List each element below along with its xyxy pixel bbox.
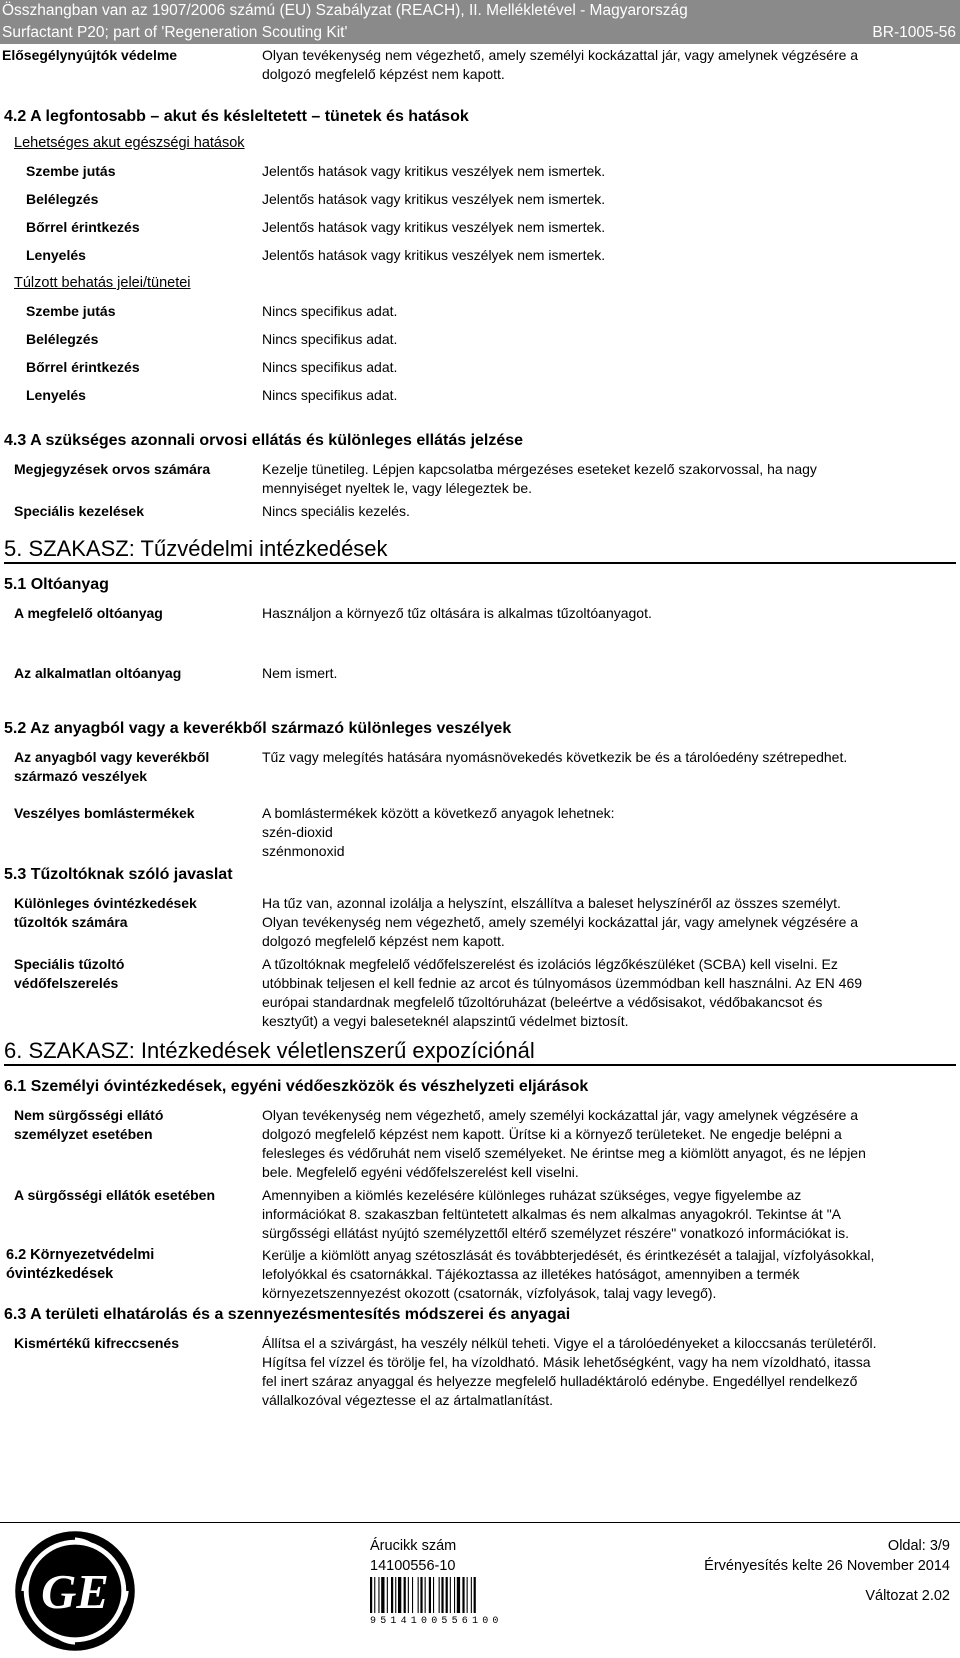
suitable-media-label: A megfelelő oltóanyag <box>14 605 163 621</box>
validity-date: Érvényesítés kelte 26 November 2014 <box>704 1558 950 1574</box>
decomposition-label: Veszélyes bomlástermékek <box>14 805 195 821</box>
firefighter-equipment-label-1: Speciális tűzoltó <box>14 956 125 972</box>
doctor-notes-text-2: mennyiséget nyeltek le, vagy lélegeztek be. <box>262 480 533 496</box>
firefighter-equipment-text-1: A tűzoltóknak megfelelő védőfelszerelést és izolációs légzőkészüléket (SCBA) kell viselni. Ez <box>262 956 838 972</box>
product-code: BR-1005-56 <box>872 24 956 41</box>
acute-effects-title: Lehetséges akut egészségi hatások <box>14 135 245 151</box>
doctor-notes-text-1: Kezelje tünetileg. Lépjen kapcsolatba mérgezéses eseteket kezelő szakorvossal, ha nagy <box>262 461 817 477</box>
emergency-responders-label: A sürgősségi ellátók esetében <box>14 1187 215 1203</box>
over-inhalation-label: Belélegzés <box>26 331 99 347</box>
special-treatment-text: Nincs speciális kezelés. <box>262 503 410 519</box>
section-6-title: 6. SZAKASZ: Intézkedések véletlenszerű expozíciónál <box>4 1038 535 1063</box>
section-4-2-title: 4.2 A legfontosabb – akut és késleltetett – tünetek és hatások <box>4 108 469 125</box>
unsuitable-media-label: Az alkalmatlan oltóanyag <box>14 665 182 681</box>
non-emergency-label-2: személyzet esetében <box>14 1126 153 1142</box>
non-emergency-text-2: dolgozó megfelelő képzést nem kapott. Ürítse ki a környező területeket. Ne engedje belépni a <box>262 1126 842 1142</box>
acute-inhalation-value: Jelentős hatások vagy kritikus veszélyek nem ismertek. <box>262 191 606 207</box>
small-spill-text-3: fel inert száraz anyaggal és helyezze megfelelő hulladéktároló edénybe. Engedéllyel rendelkező <box>262 1373 858 1389</box>
article-label: Árucikk szám <box>370 1538 457 1554</box>
firefighter-precautions-text-3: dolgozó megfelelő képzést nem kapott. <box>262 933 505 949</box>
firefighter-equipment-text-2: utóbbinak teljesen el kell fednie az arcot és túlnyomásos üzemmódban kell használni. Az EN 469 <box>262 975 863 991</box>
doctor-notes-label: Megjegyzések orvos számára <box>14 461 211 477</box>
over-ingestion-value: Nincs specifikus adat. <box>262 387 398 403</box>
decomposition-text-3: szénmonoxid <box>262 843 345 859</box>
environmental-label-2: óvintézkedések <box>6 1266 114 1282</box>
emergency-responders-text-1: Amennyiben a kiömlés kezelésére különleges ruházat szükséges, vegye figyelembe az <box>262 1187 802 1203</box>
regulation-title: Összhangban van az 1907/2006 számú (EU) Szabályzat (REACH), II. Mellékletével - Magyarország <box>2 2 688 19</box>
first-aid-protection-text-2: dolgozó megfelelő képzést nem kapott. <box>262 66 505 82</box>
section-6-3-title: 6.3 A területi elhatárolás és a szennyezésmentesítés módszerei és anyagai <box>4 1306 571 1323</box>
environmental-text-2: lefolyókkal és csatornákkal. Tájékoztassa az illetékes hatóságot, amennyiben a termék <box>262 1266 800 1282</box>
non-emergency-text-3: felesleges és védőruhát nem viselő személyeket. Ne érintse meg a kiömlött anyagot, és ne lépjen <box>262 1145 866 1161</box>
version: Változat 2.02 <box>865 1588 950 1604</box>
emergency-responders-text-2: információkat 8. szakaszban feltüntetett alkalmas és nem alkalmas anyagokról. Tekintse át "A <box>262 1206 841 1222</box>
article-number: 14100556-10 <box>370 1558 456 1574</box>
footer-rule <box>0 1522 960 1523</box>
ge-logo <box>14 1530 136 1652</box>
acute-skin-value: Jelentős hatások vagy kritikus veszélyek nem ismertek. <box>262 219 606 235</box>
unsuitable-media-text: Nem ismert. <box>262 665 338 681</box>
environmental-label-1: 6.2 Környezetvédelmi <box>6 1247 155 1263</box>
over-inhalation-value: Nincs specifikus adat. <box>262 331 398 347</box>
firefighter-precautions-text-1: Ha tűz van, azonnal izolálja a helyszínt, elszállítva a baleset helyszínéről az összes személyt. <box>262 895 841 911</box>
first-aid-protection-text-1: Olyan tevékenység nem végezhető, amely személyi kockázattal jár, vagy amelynek végzésére a <box>262 47 859 63</box>
over-eye-value: Nincs specifikus adat. <box>262 303 398 319</box>
barcode-bars <box>370 1577 518 1613</box>
over-eye-label: Szembe jutás <box>26 303 116 319</box>
non-emergency-label-1: Nem sürgősségi ellátó <box>14 1107 164 1123</box>
header-bar-2 <box>0 22 960 44</box>
small-spill-text-2: Hígítsa fel vízzel és törölje fel, ha vízoldható. Másik lehetőségként, vagy ha nem vízoldható, itassa <box>262 1354 871 1370</box>
barcode-digits: 9514100556100 <box>370 1616 503 1627</box>
section-6-rule <box>4 1064 956 1066</box>
non-emergency-text-1: Olyan tevékenység nem végezhető, amely személyi kockázattal jár, vagy amelynek végzésére a <box>262 1107 859 1123</box>
environmental-text-3: környezetszennyezést okozott (csatornák, vízfolyások, talaj vagy levegő). <box>262 1285 717 1301</box>
emergency-responders-text-3: sürgősségi ellátást nyújtó személyzettől eltérő személyzet részére" vonatkozó információkat is. <box>262 1225 850 1241</box>
acute-skin-label: Bőrrel érintkezés <box>26 219 140 235</box>
suitable-media-text: Használjon a környező tűz oltására is alkalmas tűzoltóanyagot. <box>262 605 652 621</box>
acute-ingestion-value: Jelentős hatások vagy kritikus veszélyek nem ismertek. <box>262 247 606 263</box>
acute-inhalation-label: Belélegzés <box>26 191 99 207</box>
section-6-1-title: 6.1 Személyi óvintézkedések, egyéni védőeszközök és vészhelyzeti eljárások <box>4 1078 589 1095</box>
acute-eye-label: Szembe jutás <box>26 163 116 179</box>
section-5-2-title: 5.2 Az anyagból vagy a keverékből származó különleges veszélyek <box>4 720 512 737</box>
over-ingestion-label: Lenyelés <box>26 387 86 403</box>
firefighter-equipment-text-3: európai standardnak megfelelő tűzoltóruházat (beleértve a védősisakot, védőbakancsot és <box>262 994 823 1010</box>
acute-ingestion-label: Lenyelés <box>26 247 86 263</box>
header-bar-1 <box>0 0 960 22</box>
over-skin-value: Nincs specifikus adat. <box>262 359 398 375</box>
section-5-3-title: 5.3 Tűzoltóknak szóló javaslat <box>4 866 233 883</box>
firefighter-precautions-label-1: Különleges óvintézkedések <box>14 895 197 911</box>
barcode <box>370 1577 518 1627</box>
product-name: Surfactant P20; part of 'Regeneration Scouting Kit' <box>2 24 348 41</box>
decomposition-text-1: A bomlástermékek között a következő anyagok lehetnek: <box>262 805 615 821</box>
svg-text:GE: GE <box>41 1565 109 1620</box>
firefighter-equipment-text-4: kesztyűt) a vegyi baleseteknél alapszintű védelmet biztosít. <box>262 1013 629 1029</box>
section-5-rule <box>4 562 956 564</box>
firefighter-equipment-label-2: védőfelszerelés <box>14 975 119 991</box>
section-5-1-title: 5.1 Oltóanyag <box>4 576 109 593</box>
firefighter-precautions-label-2: tűzoltók számára <box>14 914 128 930</box>
hazards-text: Tűz vagy melegítés hatására nyomásnövekedés következik be és a tárolóedény szétrepedhet. <box>262 749 848 765</box>
first-aid-protection-label: Elősegélynyújtók védelme <box>2 47 178 63</box>
non-emergency-text-4: bele. Megfelelő egyéni védőfelszerelést kell viselni. <box>262 1164 579 1180</box>
page-number: Oldal: 3/9 <box>887 1538 950 1554</box>
section-5-title: 5. SZAKASZ: Tűzvédelmi intézkedések <box>4 536 388 561</box>
acute-eye-value: Jelentős hatások vagy kritikus veszélyek nem ismertek. <box>262 163 606 179</box>
over-skin-label: Bőrrel érintkezés <box>26 359 140 375</box>
small-spill-text-4: vállalkozóval végeztesse el az ártalmatlanítást. <box>262 1392 554 1408</box>
hazards-label-1: Az anyagból vagy keverékből <box>14 749 210 765</box>
firefighter-precautions-text-2: Olyan tevékenység nem végezhető, amely személyi kockázattal jár, vagy amelynek végzésére a <box>262 914 859 930</box>
section-4-3-title: 4.3 A szükséges azonnali orvosi ellátás és különleges ellátás jelzése <box>4 432 524 449</box>
small-spill-label: Kismértékű kifreccsenés <box>14 1335 179 1351</box>
overexposure-title: Túlzott behatás jelei/tünetei <box>14 275 191 291</box>
special-treatment-label: Speciális kezelések <box>14 503 144 519</box>
hazards-label-2: származó veszélyek <box>14 768 148 784</box>
small-spill-text-1: Állítsa el a szivárgást, ha veszély nélkül teheti. Vigye el a tárolóedényeket a kiloccsanás területéről. <box>262 1335 877 1351</box>
decomposition-text-2: szén-dioxid <box>262 824 333 840</box>
environmental-text-1: Kerülje a kiömlött anyag szétoszlását és továbbterjedését, és érintkezését a talajjal, vízfolyásokkal, <box>262 1247 875 1263</box>
